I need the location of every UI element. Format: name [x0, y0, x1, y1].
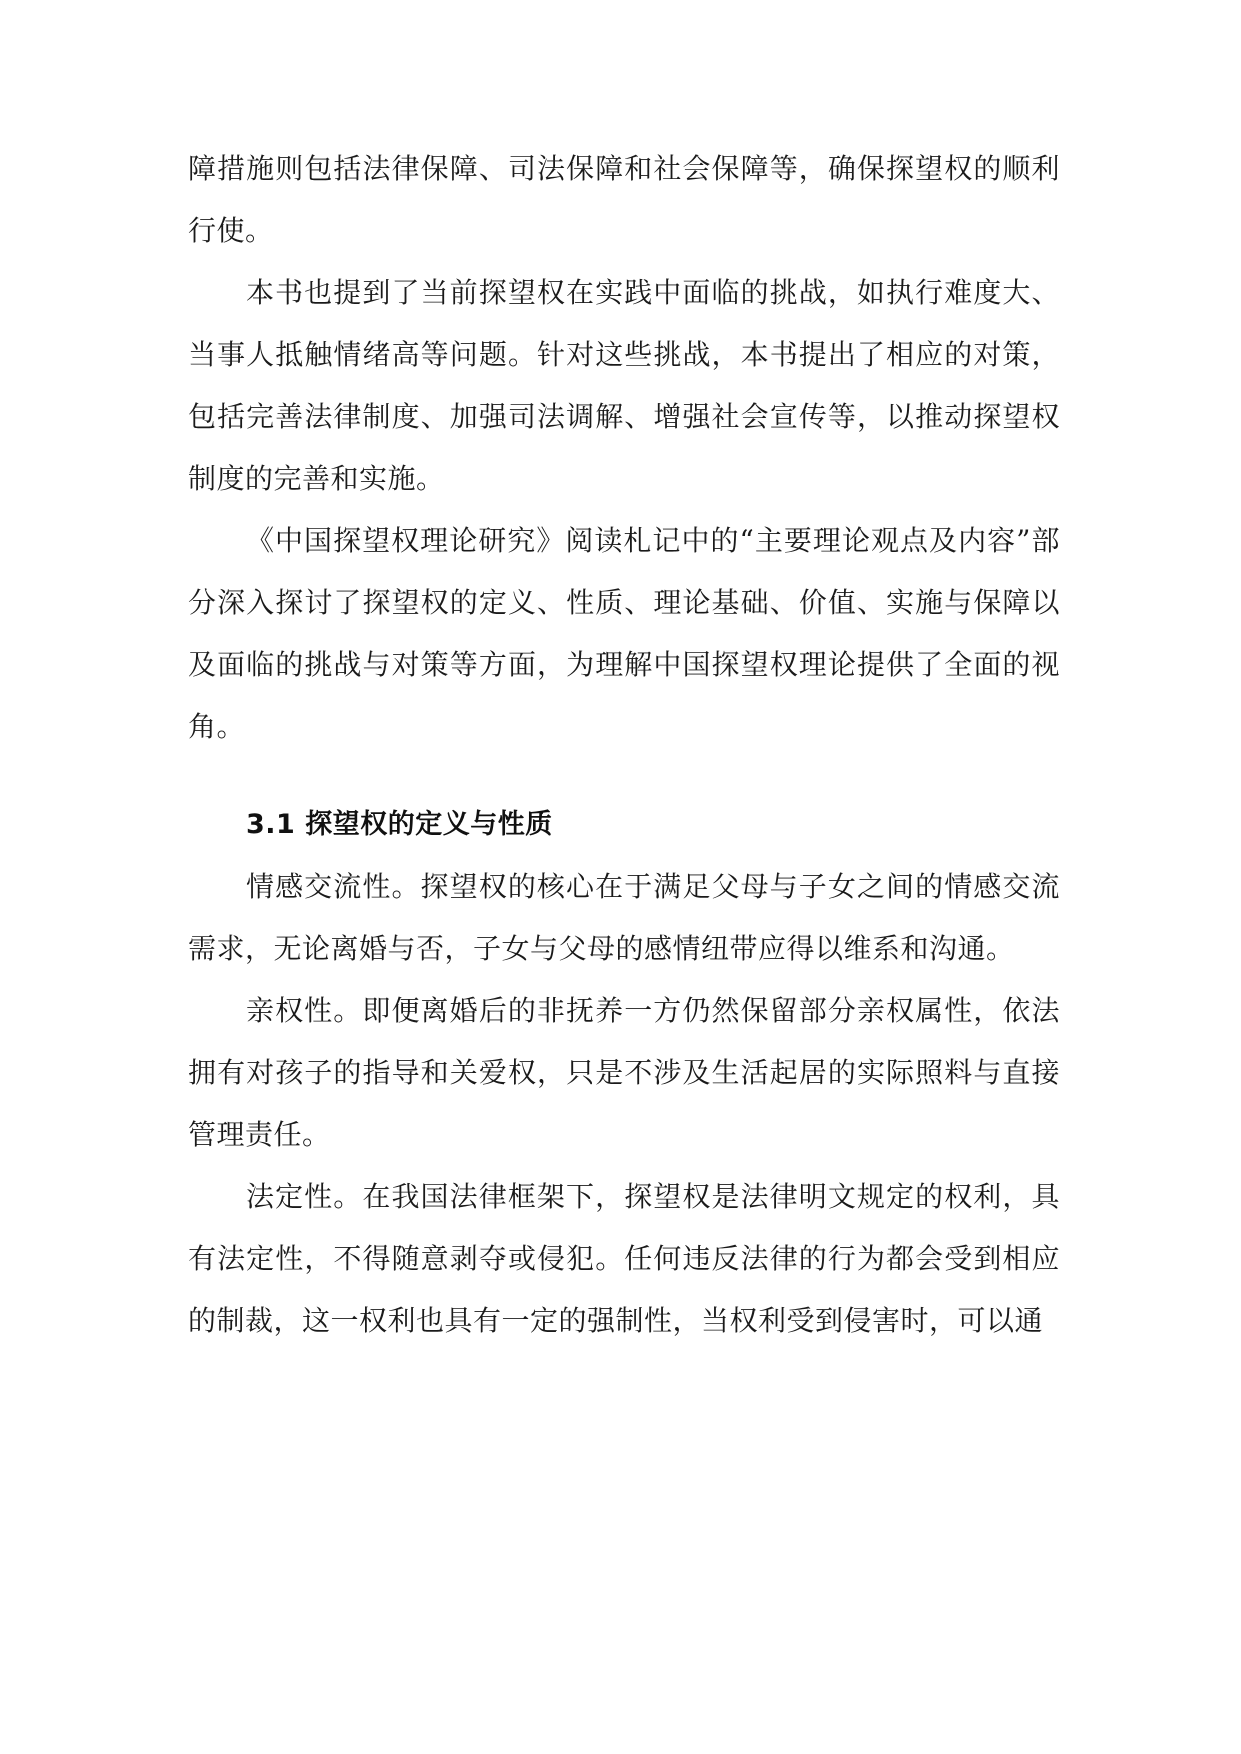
paragraph-challenges: 本书也提到了当前探望权在实践中面临的挑战，如执行难度大、当事人抵触情绪高等问题。针对这些挑战，本书提出了相应的对策，包括完善法律制度、加强司法调解、增强社会宣传等，以推动探望权制度的完善和实施。	[188, 276, 1060, 495]
paragraph-emotional: 情感交流性。探望权的核心在于满足父母与子女之间的情感交流需求，无论离婚与否，子女与父母的感情纽带应得以维系和沟通。	[188, 870, 1060, 965]
paragraph-legal: 法定性。在我国法律框架下，探望权是法律明文规定的权利，具有法定性，不得随意剥夺或侵犯。任何违反法律的行为都会受到相应的制裁，这一权利也具有一定的强制性，当权利受到侵害时，可以通	[188, 1180, 1060, 1337]
section-heading: 3.1 探望权的定义与性质	[246, 809, 553, 840]
paragraph-parental: 亲权性。即便离婚后的非抚养一方仍然保留部分亲权属性，依法拥有对孩子的指导和关爱权，只是不涉及生活起居的实际照料与直接管理责任。	[188, 994, 1060, 1151]
paragraph-summary: 《中国探望权理论研究》阅读札记中的“主要理论观点及内容”部分深入探讨了探望权的定义、性质、理论基础、价值、实施与保障以及面临的挑战与对策等方面，为理解中国探望权理论提供了全面的视角。	[188, 524, 1060, 743]
document-body	[188, 138, 1060, 1352]
paragraph-continuation: 障措施则包括法律保障、司法保障和社会保障等，确保探望权的顺利行使。	[188, 152, 1060, 247]
